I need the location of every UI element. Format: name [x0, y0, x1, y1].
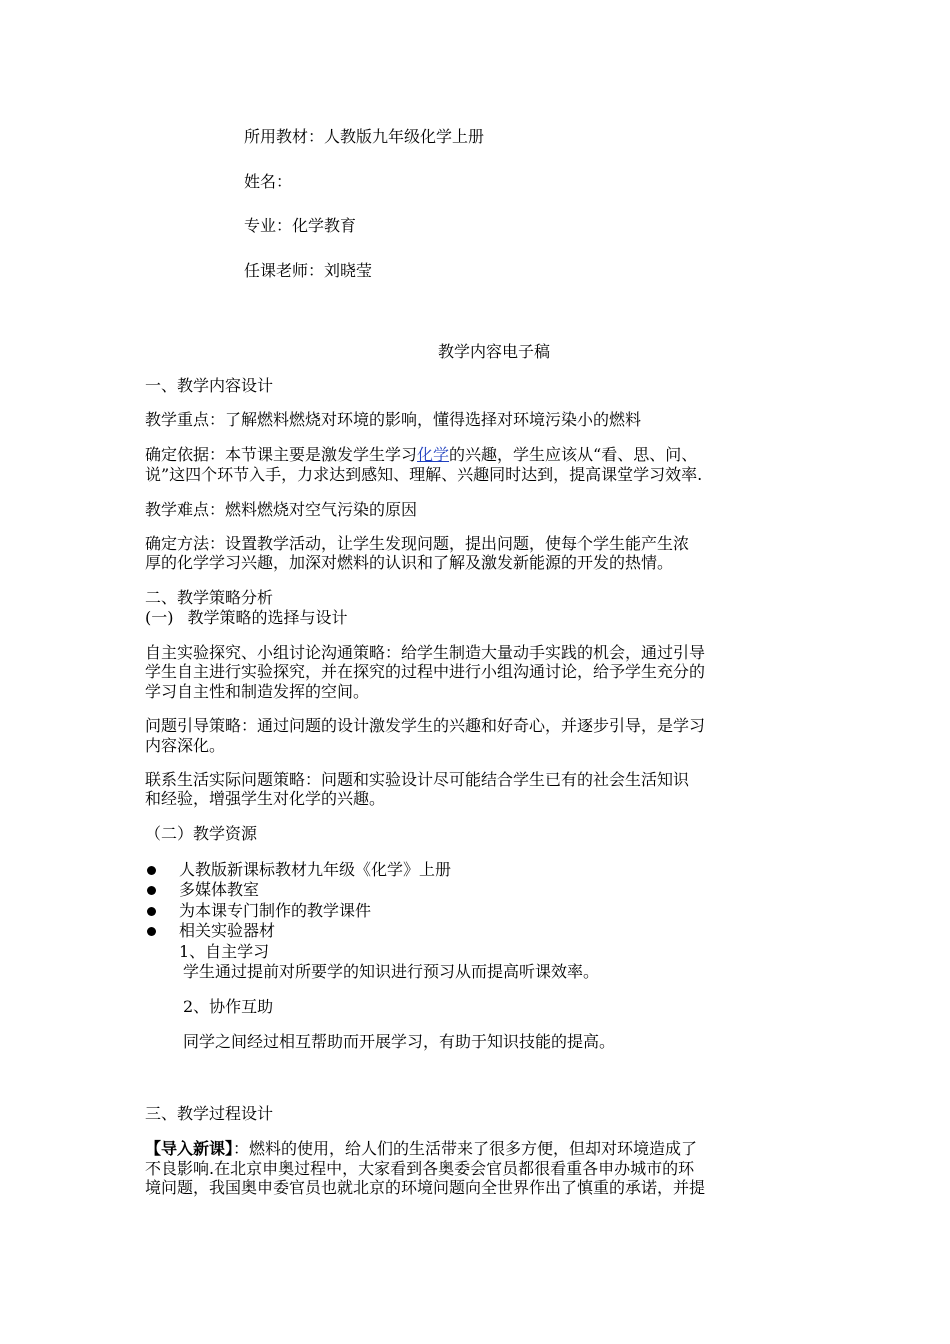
basis-line-2: 说”这四个环节入手，力求达到感知、理解、兴趣同时达到，提高课堂学习效率. — [145, 465, 703, 484]
key-point: 教学重点：了解燃料燃烧对环境的影响，懂得选择对环境污染小的燃料 — [145, 410, 642, 429]
basis-text-pre: 确定依据：本节课主要是激发学生学习 — [145, 445, 418, 464]
intro-line-3: 境问题，我国奥申委官员也就北京的环境问题向全世界作出了慎重的承诺，并提 — [145, 1178, 706, 1197]
basis-text-post: 的兴趣，学生应该从“看、思、问、 — [449, 445, 698, 464]
strategy2-line-1: 问题引导策略：通过问题的设计激发学生的兴趣和好奇心，并逐步引导，是学习 — [145, 716, 706, 735]
major-line: 专业：化学教育 — [244, 216, 357, 235]
difficulty: 教学难点：燃料燃烧对空气污染的原因 — [145, 500, 418, 519]
bullet-icon — [147, 927, 156, 936]
self-study-text: 学生通过提前对所要学的知识进行预习从而提高听课效率。 — [183, 962, 600, 981]
strategy3-line-1: 联系生活实际问题策略：问题和实验设计尽可能结合学生已有的社会生活知识 — [145, 770, 690, 789]
cooperation-title: 2、协作互助 — [183, 997, 274, 1016]
intro-text: ：燃料的使用，给人们的生活带来了很多方便，但却对环境造成了 — [233, 1139, 698, 1158]
intro-line-2: 不良影响.在北京申奥过程中，大家看到各奥委会官员都很看重各申办城市的环 — [145, 1159, 695, 1178]
cooperation-text: 同学之间经过相互帮助而开展学习，有助于知识技能的提高。 — [183, 1032, 616, 1051]
section2-heading: 二、教学策略分析 — [145, 588, 274, 607]
section3-heading: 三、教学过程设计 — [145, 1104, 274, 1123]
basis-line-1 — [145, 446, 697, 464]
subsection1-number: (一) — [145, 608, 174, 627]
subsection1-text: 教学策略的选择与设计 — [187, 608, 348, 627]
list-item: 相关实验器材 — [179, 921, 276, 940]
strategy1-line-2: 学生自主进行实验探究，并在探究的过程中进行小组沟通讨论，给予学生充分的 — [145, 662, 706, 681]
strategy2-line-2: 内容深化。 — [145, 736, 226, 755]
document-title: 教学内容电子稿 — [438, 342, 551, 361]
name-line: 姓名： — [244, 172, 293, 191]
self-study-title: 1、自主学习 — [179, 942, 270, 961]
teacher-line: 任课老师：刘晓莹 — [244, 261, 373, 280]
bullet-icon — [147, 886, 156, 895]
section1-heading: 一、教学内容设计 — [145, 376, 274, 395]
textbook-line: 所用教材：人教版九年级化学上册 — [244, 127, 485, 146]
intro-label: 【导入新课】 — [145, 1139, 234, 1158]
method-line-2: 厚的化学学习兴趣，加深对燃料的认识和了解及激发新能源的开发的热情。 — [145, 553, 674, 572]
intro-line-1 — [145, 1140, 697, 1158]
list-item: 为本课专门制作的教学课件 — [179, 901, 372, 920]
strategy1-line-1: 自主实验探究、小组讨论沟通策略：给学生制造大量动手实践的机会，通过引导 — [145, 643, 706, 662]
list-item: 人教版新课标教材九年级《化学》上册 — [179, 860, 452, 879]
subsection1-heading — [145, 609, 348, 627]
subsection2-heading: （二）教学资源 — [145, 824, 258, 843]
strategy3-line-2: 和经验，增强学生对化学的兴趣。 — [145, 789, 386, 808]
method-line-1: 确定方法：设置教学活动，让学生发现问题，提出问题，使每个学生能产生浓 — [145, 534, 690, 553]
chemistry-link[interactable]: 化学 — [417, 445, 450, 464]
bullet-icon — [147, 866, 156, 875]
list-item: 多媒体教室 — [179, 880, 260, 899]
strategy1-line-3: 学习自主性和制造发挥的空间。 — [145, 682, 370, 701]
bullet-icon — [147, 907, 156, 916]
